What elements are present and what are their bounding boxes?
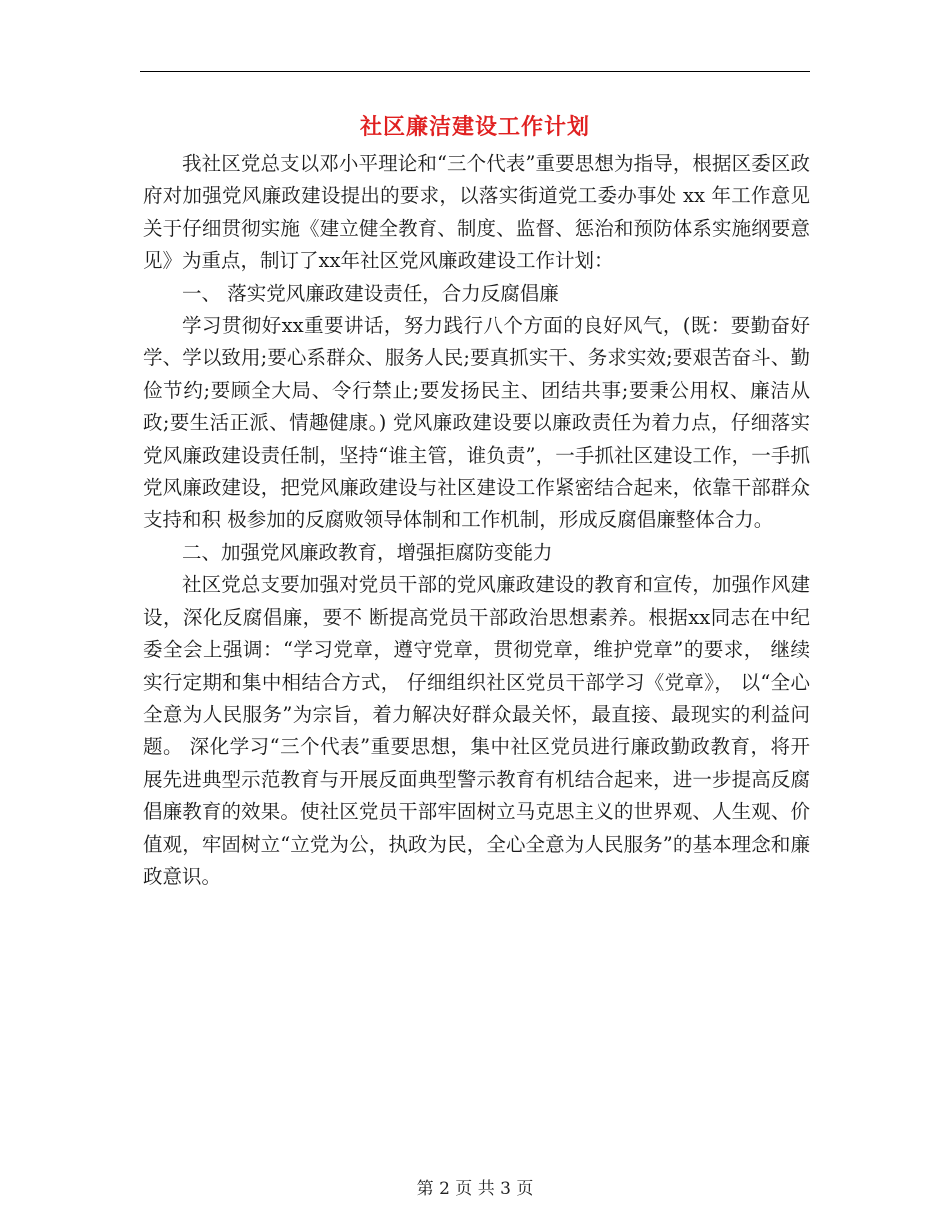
section-heading-2: 二、加强党风廉政教育，增强拒腐防变能力 [182, 540, 553, 564]
page-number-footer: 第 2 页 共 3 页 [416, 1179, 534, 1199]
document-title: 社区廉洁建设工作计划 [359, 114, 590, 140]
header-rule [140, 71, 810, 72]
intro-paragraph: 我社区党总支以邓小平理论和“三个代表”重要思想为指导，根据区委区政府对加强党风廉政建设提出的要求，以落实街道党工委办事处 xx 年工作意见关于仔细贯彻实施《建立健全教育、制度、监督、惩治和预防体系实施纲要意见》为重点，制订了xx年社区党风廉政建设工作计划： [143, 152, 810, 273]
section-2-paragraph: 社区党总支要加强对党员干部的党风廉政建设的教育和宣传，加强作风建设，深化反腐倡廉，要不 断提高党员干部政治思想素养。根据xx同志在中纪委全会上强调：“学习党章，遵守党章，贯彻党章，维护党章”的要求， 继续实行定期和集中相结合方式， 仔细组织社区党员干部学习《党章》， 以“全心全意为人民服务”为宗旨，着力解决好群众最关怀，最直接、最现实的利益问题。 深化学习“三个代表”重要思想，集中社区党员进行廉政勤政教育，将开展先进典型示范教育与开展反面典型警示教育有机结合起来，进一步提高反腐倡廉教育的效果。使社区党员干部牢固树立马克思主义的世界观、人生观、价值观，牢固树立“立党为公，执政为民，全心全意为人民服务”的基本理念和廉政意识。 [143, 573, 810, 888]
section-1-paragraph: 学习贯彻好xx重要讲话，努力践行八个方面的良好风气，(既：要勤奋好学、学以致用;要心系群众、服务人民;要真抓实干、务求实效;要艰苦奋斗、勤俭节约;要顾全大局、令行禁止;要发扬民主、团结共事;要秉公用权、廉洁从政;要生活正派、情趣健康。) 党风廉政建设要以廉政责任为着力点，仔细落实党风廉政建设责任制，坚持“谁主管，谁负责”，一手抓社区建设工作，一手抓党风廉政建设，把党风廉政建设与社区建设工作紧密结合起来，依靠干部群众支持和积 极参加的反腐败领导体制和工作机制，形成反腐倡廉整体合力。 [143, 314, 810, 532]
document-body [143, 148, 810, 893]
section-heading-1: 一、 落实党风廉政建设责任，合力反腐倡廉 [182, 281, 559, 305]
